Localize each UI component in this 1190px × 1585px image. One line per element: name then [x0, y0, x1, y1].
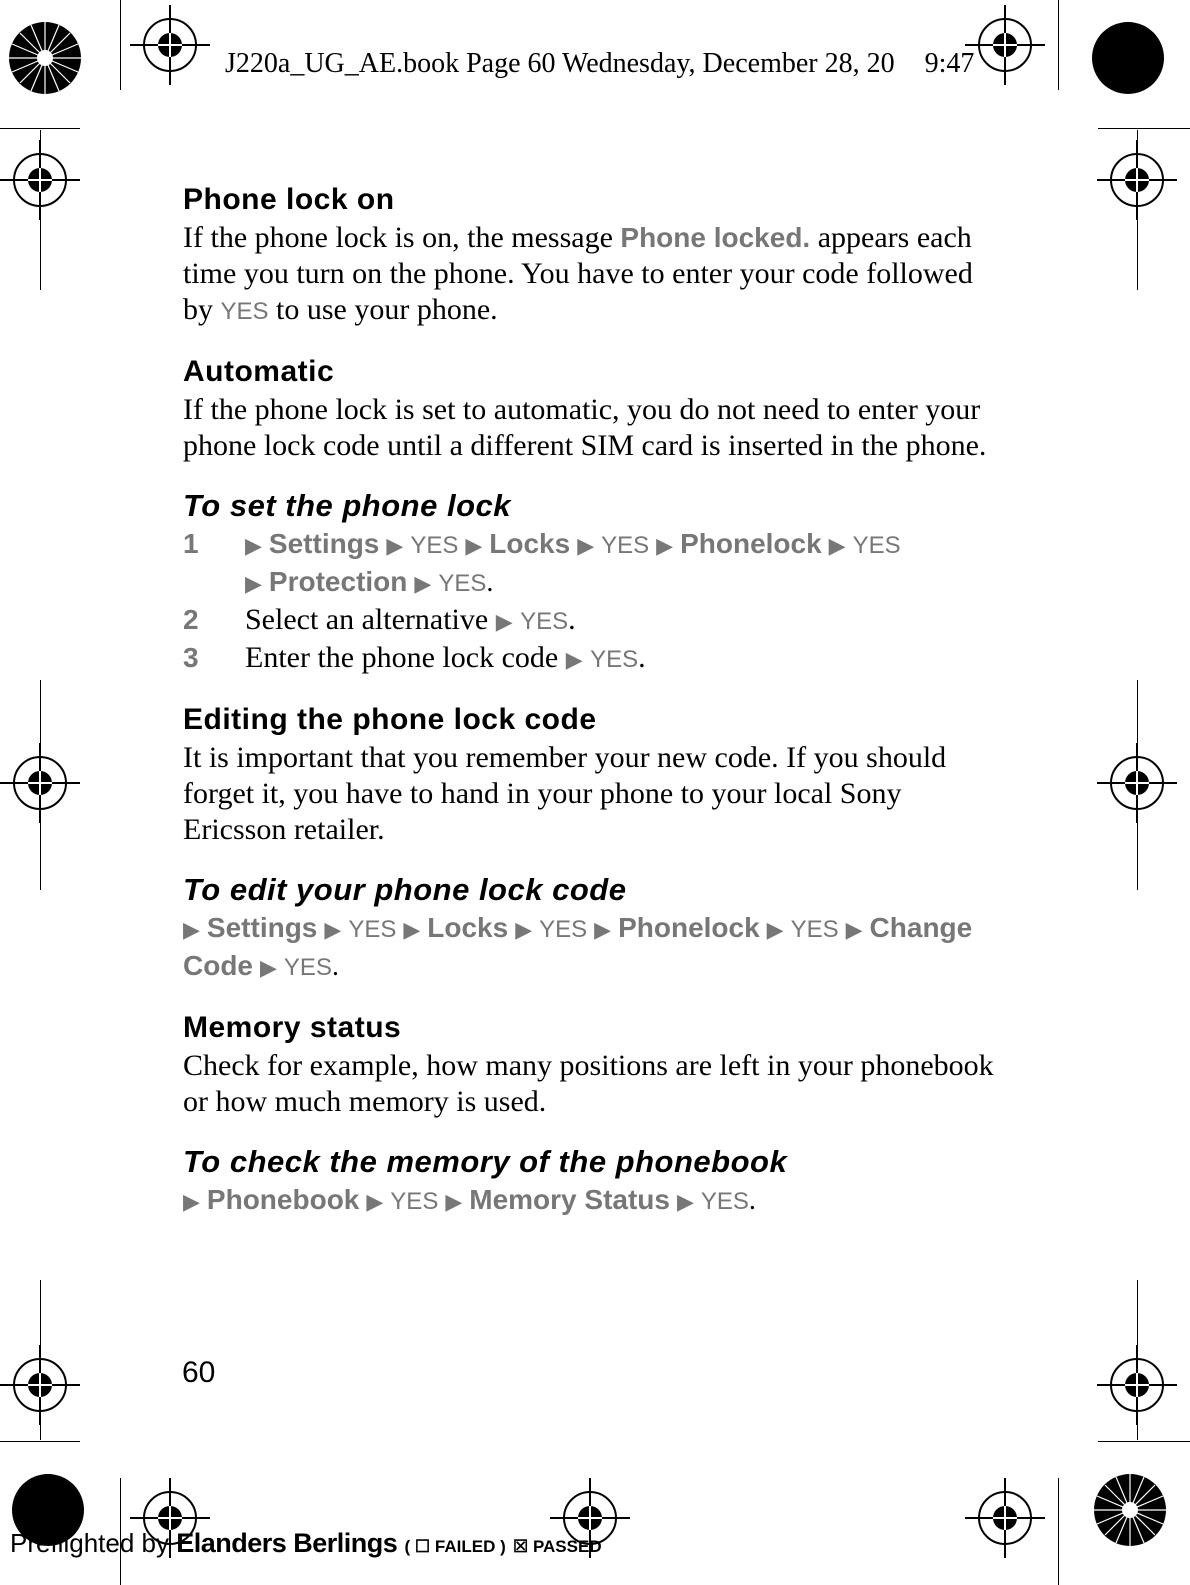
period: . [486, 567, 494, 598]
section-phone-lock-on [183, 180, 1003, 330]
section-set-phone-lock [183, 486, 1003, 678]
arrow-icon: ▶ [676, 1189, 694, 1214]
brand-logo: Elanders Berlings [176, 1528, 398, 1558]
section-body: If the phone lock is set to automatic, you do not need to enter your phone lock code until a different SIM card is inserted in the phone. [183, 393, 987, 462]
yes-key: YES [220, 298, 269, 325]
arrow-icon: ▶ [260, 955, 277, 980]
step-text [245, 602, 576, 640]
arrow-icon: ▶ [183, 917, 200, 942]
running-header-text: J220a_UG_AE.book Page 60 Wednesday, December 28, 20 [225, 48, 895, 79]
menu-item: Settings [268, 528, 380, 559]
menu-item: Locks [489, 528, 571, 559]
registration-mark-icon [965, 5, 1045, 85]
registration-mark-icon [0, 140, 80, 220]
yes-key: YES [539, 916, 588, 943]
yes-key: YES [283, 954, 332, 981]
star-target-icon [9, 22, 81, 94]
menu-item: Change Code [183, 912, 973, 981]
registration-mark-icon [1097, 743, 1177, 823]
passed-label: PASSED [532, 1537, 602, 1556]
arrow-icon: ▶ [245, 571, 262, 596]
yes-key: YES [410, 532, 459, 559]
registration-mark-icon [965, 1478, 1045, 1558]
section-body: It is important that you remember your new code. If you should forget it, you have to hand in your phone to your local Sony Ericsson retailer. [183, 741, 947, 846]
step-2 [183, 602, 1003, 640]
menu-item: Memory Status [469, 1184, 670, 1215]
yes-key: YES [390, 1188, 439, 1215]
section-heading: Editing the phone lock code [183, 703, 597, 736]
running-header-time: 9:47 [924, 48, 975, 79]
menu-item: Phonelock [680, 528, 822, 559]
arrow-icon: ▶ [245, 533, 262, 558]
preflight-label: Preflighted by [10, 1528, 169, 1558]
registration-mark-icon [1097, 140, 1177, 220]
arrow-icon: ▶ [766, 917, 784, 942]
arrow-icon: ▶ [414, 571, 432, 596]
menu-item: Phonebook [206, 1184, 360, 1215]
yes-key: YES [700, 1188, 749, 1215]
section-heading: Automatic [183, 355, 335, 388]
procedure-heading: To edit your phone lock code [183, 872, 627, 907]
section-heading: Memory status [183, 1011, 402, 1044]
arrow-icon: ▶ [656, 533, 674, 558]
yes-key: YES [348, 916, 397, 943]
body-text: to use your phone. [268, 293, 498, 326]
section-memory-status [183, 1008, 1003, 1120]
period: . [568, 603, 576, 636]
section-check-memory [183, 1142, 1003, 1220]
yes-key: YES [438, 570, 487, 597]
menu-item: Phonelock [618, 912, 760, 943]
section-body [183, 220, 1003, 330]
arrow-icon: ▶ [577, 533, 595, 558]
menu-item: Locks [427, 912, 509, 943]
arrow-icon: ▶ [324, 917, 342, 942]
arrow-icon: ▶ [445, 1189, 463, 1214]
arrow-icon: ▶ [465, 533, 483, 558]
menu-item: Settings [206, 912, 318, 943]
period: . [638, 641, 646, 674]
yes-key: YES [590, 646, 639, 673]
step-text [245, 640, 646, 678]
section-editing-code [183, 700, 1003, 848]
page-content [183, 180, 1003, 1242]
registration-mark-icon [0, 743, 80, 823]
section-heading: Phone lock on [183, 183, 395, 216]
step-3 [183, 640, 1003, 678]
step-number: 2 [183, 604, 199, 635]
yes-key: YES [790, 916, 839, 943]
preflight-footer [10, 1528, 602, 1559]
failed-checkbox: ( ☐ FAILED ) [404, 1537, 506, 1556]
yes-key: YES [852, 532, 901, 559]
procedure-heading: To check the memory of the phonebook [183, 1144, 788, 1179]
section-automatic [183, 352, 1003, 464]
menu-path [245, 526, 901, 602]
section-edit-code-procedure [183, 870, 1003, 986]
registration-mark-icon [130, 5, 210, 85]
arrow-icon: ▶ [845, 917, 863, 942]
star-target-icon [1094, 1474, 1166, 1546]
body-text: Enter the phone lock code [245, 641, 566, 674]
body-text: Select an alternative [245, 603, 496, 636]
arrow-icon: ▶ [594, 917, 612, 942]
registration-mark-icon [0, 1345, 80, 1425]
procedure-heading: To set the phone lock [183, 488, 511, 523]
passed-checkbox: ☒ PASSED [512, 1537, 602, 1556]
arrow-icon: ▶ [565, 647, 583, 672]
arrow-icon: ▶ [366, 1189, 384, 1214]
registration-mark-icon [1097, 1345, 1177, 1425]
yes-key: YES [601, 532, 650, 559]
running-header [225, 48, 974, 80]
body-text: appears each time you turn on the phone. You have to enter your code followed by [183, 221, 973, 326]
page-number: 60 [182, 1356, 216, 1389]
display-message: Phone locked. [620, 222, 811, 253]
arrow-icon: ▶ [495, 609, 513, 634]
step-number: 1 [183, 528, 199, 559]
arrow-icon: ▶ [386, 533, 404, 558]
period: . [331, 951, 339, 982]
body-text: If the phone lock is on, the message [183, 221, 621, 254]
arrow-icon: ▶ [183, 1189, 200, 1214]
section-body: Check for example, how many positions are left in your phonebook or how much memory is used. [183, 1049, 994, 1118]
period: . [748, 1185, 756, 1216]
arrow-icon: ▶ [828, 533, 846, 558]
step-1 [183, 526, 1003, 602]
menu-path [183, 910, 1003, 986]
arrow-icon: ▶ [403, 917, 421, 942]
solid-target-icon [1092, 22, 1164, 94]
arrow-icon: ▶ [515, 917, 533, 942]
menu-path [183, 1182, 1003, 1220]
menu-item: Protection [268, 566, 408, 597]
yes-key: YES [520, 608, 569, 635]
step-number: 3 [183, 642, 199, 673]
failed-label: FAILED [434, 1537, 496, 1556]
